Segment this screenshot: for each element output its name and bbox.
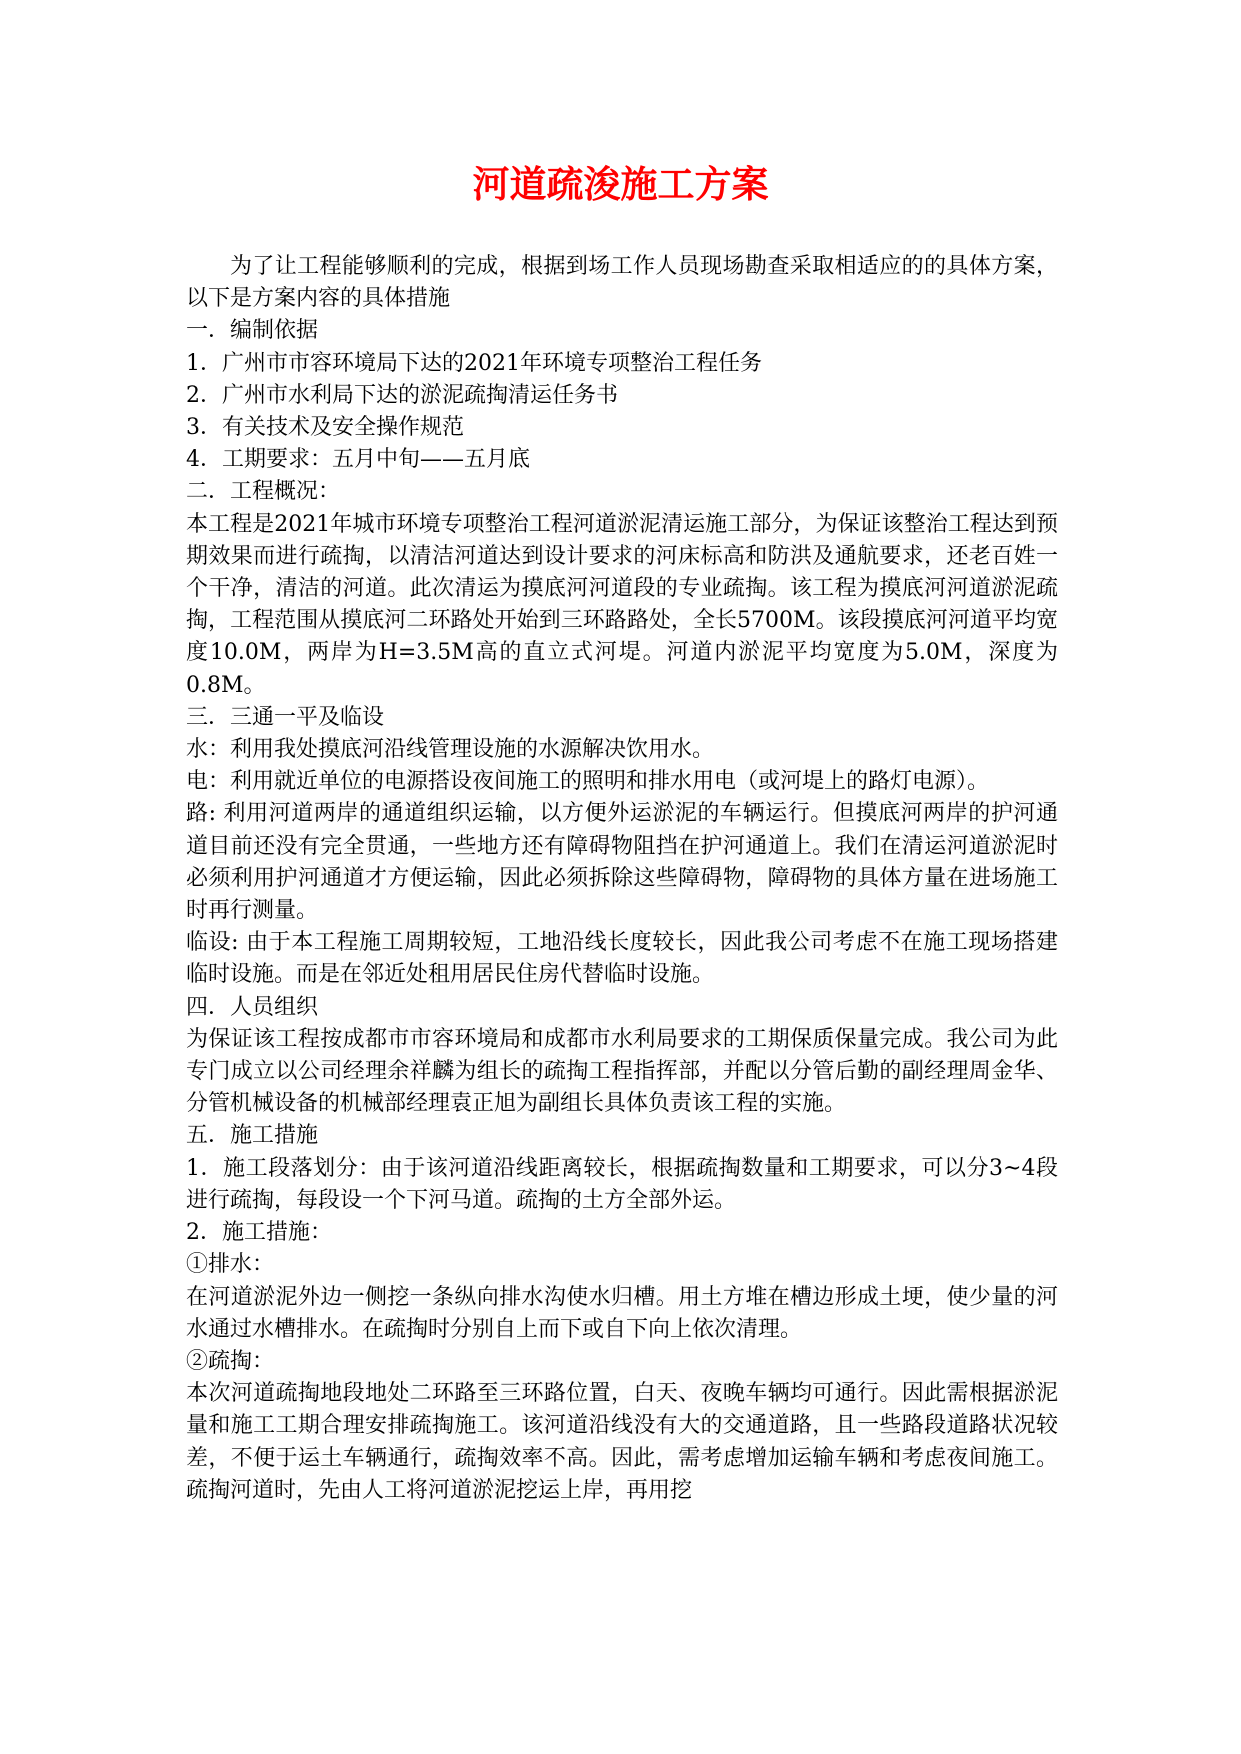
temporary-facilities-paragraph: 临设: 由于本工程施工周期较短，工地沿线长度较长，因此我公司考虑不在施工现场搭建临时设施。而是在邻近处租用居民住房代替临时设施。 [186,930,1058,988]
intro-paragraph: 为了让工程能够顺利的完成，根据到场工作人员现场勘查采取相适应的的具体方案，以下是方案内容的具体措施 [186,254,1058,312]
dredging-heading: ②疏掏： [186,1348,275,1374]
drainage-paragraph: 在河道淤泥外边一侧挖一条纵向排水沟使水归槽。用土方堆在槽边形成土埂，使少量的河水通过水槽排水。在疏掏时分别自上而下或自下向上依次清理。 [186,1284,1058,1342]
list-item: 3．有关技术及安全操作规范 [186,415,464,441]
list-item: 4．工期要求：五月中旬——五月底 [186,447,530,473]
drainage-heading: ①排水： [186,1252,275,1278]
document-body [186,251,1058,1507]
staffing-paragraph: 为保证该工程按成都市市容环境局和成都市水利局要求的工期保质保量完成。我公司为此专门成立以公司经理余祥麟为组长的疏掏工程指挥部，并配以分管后勤的副经理周金华、分管机械设备的机械部经理袁正旭为副组长具体负责该工程的实施。 [186,1026,1058,1117]
section-heading-site-prep: 三．三通一平及临设 [186,704,385,730]
measures-subheading: 2．施工措施： [186,1220,332,1246]
list-item: 2．广州市水利局下达的淤泥疏掏清运任务书 [186,382,618,408]
segment-division-paragraph: 1．施工段落划分：由于该河道沿线距离较长，根据疏掏数量和工期要求，可以分3~4段进行疏掏，每段设一个下河马道。疏掏的土方全部外运。 [186,1155,1058,1213]
overview-paragraph: 本工程是2021年城市环境专项整治工程河道淤泥清运施工部分，为保证该整治工程达到预期效果而进行疏掏，以清洁河道达到设计要求的河床标高和防洪及通航要求，还老百姓一个干净，清洁的河道。此次清运为摸底河河道段的专业疏掏。该工程为摸底河河道淤泥疏掏，工程范围从摸底河二环路处开始到三环路路处，全长5700M。该段摸底河河道平均宽度10.0M，两岸为H=3.5M高的直立式河堤。河道内淤泥平均宽度为5.0M，深度为0.8M。 [186,511,1058,698]
section-heading-basis: 一．编制依据 [186,318,319,344]
list-item: 1．广州市市容环境局下达的2021年环境专项整治工程任务 [186,350,762,376]
section-heading-overview: 二．工程概况： [186,479,341,505]
water-paragraph: 水：利用我处摸底河沿线管理设施的水源解决饮用水。 [186,737,715,763]
section-heading-staffing: 四．人员组织 [186,994,319,1020]
power-paragraph: 电：利用就近单位的电源搭设夜间施工的照明和排水用电（或河堤上的路灯电源）。 [186,769,990,795]
document-title: 河道疏浚施工方案 [472,162,769,206]
section-heading-measures: 五．施工措施 [186,1123,319,1149]
dredging-paragraph: 本次河道疏掏地段地处二环路至三环路位置，白天、夜晚车辆均可通行。因此需根据淤泥量和施工工期合理安排疏掏施工。该河道沿线没有大的交通道路，且一些路段道路状况较差，不便于运土车辆通行，疏掏效率不高。因此，需考虑增加运输车辆和考虑夜间施工。疏掏河道时，先由人工将河道淤泥挖运上岸，再用挖 [186,1381,1058,1503]
road-paragraph: 路: 利用河道两岸的通道组织运输，以方便外运淤泥的车辆运行。但摸底河两岸的护河通道目前还没有完全贯通，一些地方还有障碍物阻挡在护河通道上。我们在清运河道淤泥时必须利用护河通道才方便运输，因此必须拆除这些障碍物，障碍物的具体方量在进场施工时再行测量。 [186,801,1058,924]
